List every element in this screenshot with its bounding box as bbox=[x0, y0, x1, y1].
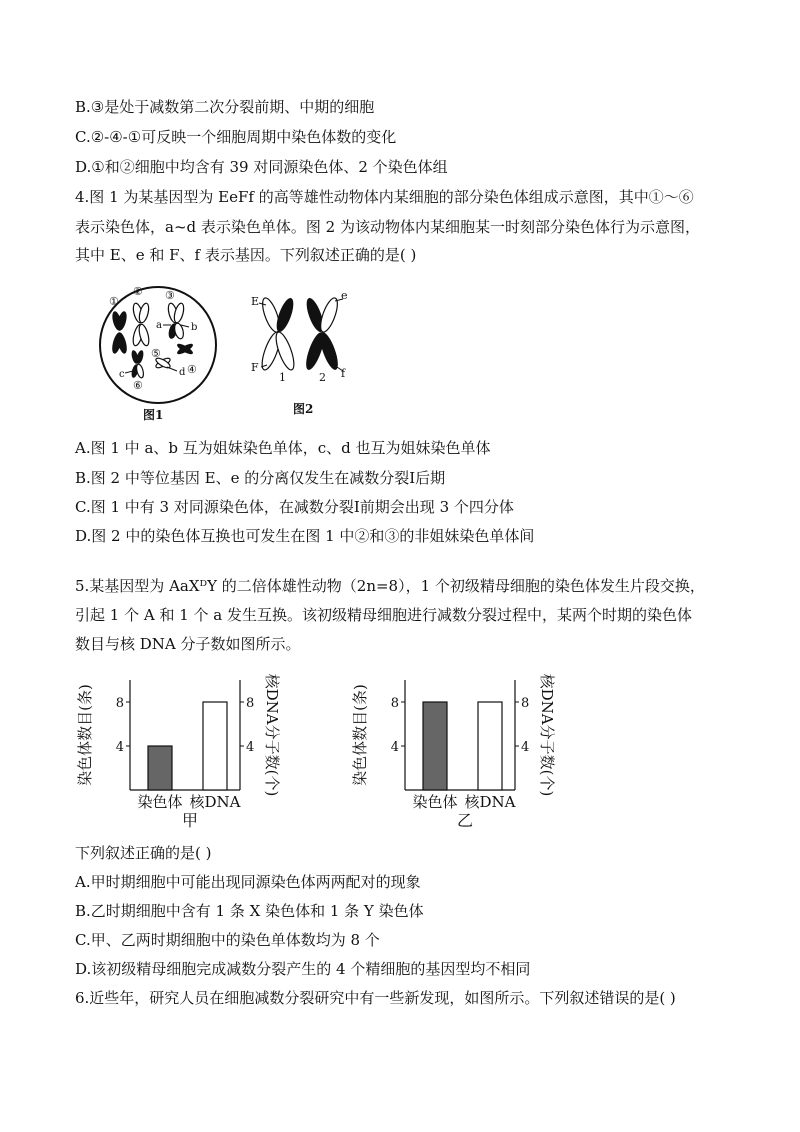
label-F: F bbox=[251, 361, 259, 374]
label-1: ① bbox=[109, 295, 119, 308]
label-3: ③ bbox=[165, 289, 175, 302]
bar-染色体 bbox=[423, 702, 447, 790]
label-c: c bbox=[119, 369, 125, 380]
label-5: ⑤ bbox=[151, 347, 161, 360]
label-d: d bbox=[179, 367, 186, 378]
q5-option-b: B.乙时期细胞中含有 1 条 X 染色体和 1 条 Y 染色体 bbox=[75, 902, 424, 920]
q4-figures bbox=[85, 285, 348, 425]
right-tick-label: 8 bbox=[521, 696, 530, 711]
right-tick-label: 4 bbox=[246, 740, 255, 755]
q4-stem-line2: 表示染色体，a~d 表示染色单体。图 2 为该动物体内某细胞某一时刻部分染色体行为示意图， bbox=[75, 218, 700, 236]
q4-option-a: A.图 1 中 a、b 互为姐妹染色单体，c、d 也互为姐妹染色单体 bbox=[75, 439, 491, 457]
category-label: 染色体 bbox=[412, 793, 458, 811]
option-d-q3: D.①和②细胞中均含有 39 对同源染色体、2 个染色体组 bbox=[75, 158, 448, 176]
label-e: e bbox=[341, 289, 348, 302]
y2-axis-label: 核DNA分子数(个) bbox=[538, 673, 556, 797]
q4-option-b: B.图 2 中等位基因 E、e 的分离仅发生在减数分裂Ⅰ后期 bbox=[75, 469, 446, 487]
label-E: E bbox=[251, 295, 260, 308]
q4-option-c: C.图 1 中有 3 对同源染色体，在减数分裂Ⅰ前期会出现 3 个四分体 bbox=[75, 498, 514, 516]
chart-title: 乙 bbox=[456, 811, 474, 830]
right-tick-label: 8 bbox=[246, 696, 255, 711]
figure-2 bbox=[251, 289, 348, 416]
figure-1 bbox=[100, 285, 216, 422]
right-tick-label: 4 bbox=[521, 740, 530, 755]
bar-染色体 bbox=[148, 746, 172, 790]
label-6: ⑥ bbox=[133, 379, 143, 392]
chart-title: 甲 bbox=[181, 811, 199, 830]
chromosome-3 bbox=[163, 302, 189, 339]
fig2-chromosome-1 bbox=[259, 296, 298, 372]
q4-stem-line3: 其中 E、e 和 F、f 表示基因。下列叙述正确的是( ) bbox=[75, 246, 417, 264]
figure-1-caption: 图1 bbox=[143, 408, 164, 422]
chromosome-1 bbox=[110, 310, 128, 354]
option-b-q3: B.③是处于减数第二次分裂前期、中期的细胞 bbox=[75, 98, 375, 116]
label-1-fig2: 1 bbox=[279, 371, 286, 384]
chart-yi bbox=[345, 672, 575, 832]
label-4: ④ bbox=[187, 363, 197, 376]
chart-jia bbox=[70, 672, 300, 832]
q5-stem-line1: 5.某基因型为 AaXᴰY 的二倍体雄性动物（2n=8），1 个初级精母细胞的染色体发生片段交换， bbox=[75, 577, 705, 595]
y-axis-label: 染色体数目(条) bbox=[351, 684, 369, 786]
category-label: 核DNA bbox=[189, 793, 241, 811]
option-c-q3: C.②-④-①可反映一个细胞周期中染色体数的变化 bbox=[75, 128, 397, 146]
label-b: b bbox=[191, 322, 198, 333]
left-tick-label: 8 bbox=[115, 696, 124, 711]
q5-stem-line2: 引起 1 个 A 和 1 个 a 发生互换。该初级精母细胞进行减数分裂过程中，某两个时期的染色体 bbox=[75, 606, 693, 624]
chromosome-6 bbox=[125, 349, 145, 378]
q5-stem-line3: 数目与核 DNA 分子数如图所示。 bbox=[75, 635, 301, 653]
label-2: ② bbox=[133, 285, 143, 298]
y-axis-label: 染色体数目(条) bbox=[76, 684, 94, 786]
bar-核DNA bbox=[478, 702, 502, 790]
chromosome-4 bbox=[176, 342, 195, 356]
q4-option-d: D.图 2 中的染色体互换也可发生在图 1 中②和③的非姐妹染色单体间 bbox=[75, 527, 535, 545]
y2-axis-label: 核DNA分子数(个) bbox=[263, 673, 281, 797]
label-2-fig2: 2 bbox=[319, 371, 326, 384]
bar-核DNA bbox=[203, 702, 227, 790]
figure-2-caption: 图2 bbox=[293, 402, 314, 416]
chromosome-2 bbox=[131, 302, 150, 346]
q5-question: 下列叙述正确的是( ) bbox=[75, 844, 212, 862]
q4-stem-line1: 4.图 1 为某基因型为 EeFf 的高等雄性动物体内某细胞的部分染色体组成示意图，其中①～⑥ bbox=[75, 188, 694, 206]
fig2-chromosome-2 bbox=[303, 296, 343, 372]
q6-stem-line1: 6.近些年，研究人员在细胞减数分裂研究中有一些新发现，如图所示。下列叙述错误的是( ) bbox=[75, 989, 676, 1007]
q5-option-d: D.该初级精母细胞完成减数分裂产生的 4 个精细胞的基因型均不相同 bbox=[75, 960, 531, 978]
category-label: 染色体 bbox=[137, 793, 183, 811]
label-a: a bbox=[156, 320, 162, 331]
left-tick-label: 8 bbox=[390, 696, 399, 711]
category-label: 核DNA bbox=[464, 793, 516, 811]
q5-option-a: A.甲时期细胞中可能出现同源染色体两两配对的现象 bbox=[75, 873, 421, 891]
left-tick-label: 4 bbox=[390, 740, 399, 755]
q5-option-c: C.甲、乙两时期细胞中的染色单体数均为 8 个 bbox=[75, 931, 380, 949]
label-f: f bbox=[341, 367, 346, 380]
left-tick-label: 4 bbox=[115, 740, 124, 755]
